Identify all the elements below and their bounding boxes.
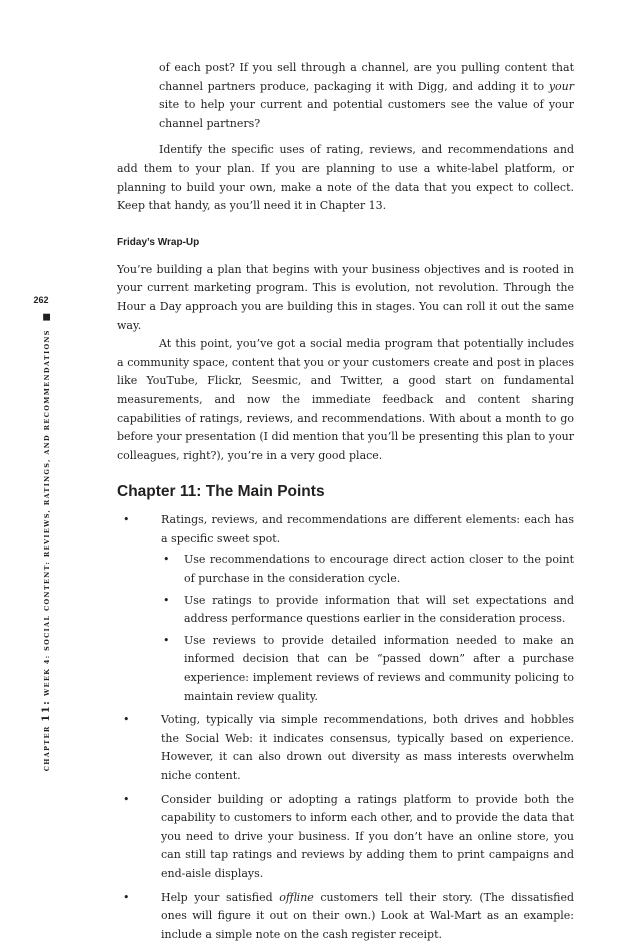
side-rail	[26, 295, 56, 772]
main-point-item	[117, 889, 574, 945]
main-point-text: Ratings, reviews, and recommendations are different elements: each has a specific sweet spot.	[161, 513, 574, 545]
bullet-icon: •	[163, 633, 170, 647]
bullet-icon: •	[123, 713, 130, 727]
main-point-text-b: customers tell their story. (The dissatisfied ones will figure it out on their own.) Look at Wal-Mart as an example: include a simple note on the cash register receipt.	[161, 890, 574, 941]
main-point-text: Consider building or adopting a ratings platform to provide both the capability to customers to inform each other, and to provide the data that you need to drive your business. If you don’t have an online store, you can still tap ratings and reviews by adding them to print campaigns and end-aisle displays.	[161, 792, 574, 880]
main-points-heading: Chapter 11: The Main Points	[117, 483, 325, 501]
sub-points-list	[161, 551, 574, 706]
continued-paragraph	[117, 59, 574, 133]
running-head	[41, 313, 52, 771]
emphasis-your: your	[548, 79, 574, 93]
bullet-icon: •	[163, 553, 170, 567]
running-head-chapter-label: CHAPTER	[43, 725, 51, 772]
continued-paragraph-text-a: of each post? If you sell through a channel, are you pulling content that channel partners produce, packaging it with Digg, and adding it to	[159, 61, 574, 93]
main-point-item	[117, 711, 574, 785]
sub-point-text: Use ratings to provide information that will set expectations and address performance questions earlier in the consideration process.	[184, 593, 574, 626]
main-point-item	[117, 791, 574, 884]
sub-point-text: Use reviews to provide detailed information needed to make an informed decision that can be “passed down” after a purchase experience: implement reviews of reviews and community policing to maintain review quality.	[184, 633, 574, 703]
bullet-icon: •	[123, 792, 130, 806]
running-head-marker: ■	[42, 313, 52, 322]
page-number: 262	[33, 295, 49, 305]
page-content	[117, 59, 574, 949]
sub-point-item	[161, 632, 574, 706]
bullet-icon: •	[163, 593, 170, 607]
wrapup-heading: Friday’s Wrap-Up	[117, 236, 200, 248]
bullet-icon: •	[123, 890, 130, 904]
paragraph-at-this-point: At this point, you’ve got a social media program that potentially includes a community space, content that you or your customers create and post in places like YouTube, Flickr, Seesmic, and Twitter, a good start on fundamental measurements, and now the immediate feedback and content sharing capabilities of ratings, reviews, and recommendations. With about a month to go before your presentation (I did mention that you’ll be presenting this plan to your colleagues, right?), you’re in a very good place.	[117, 337, 574, 462]
paragraph-building-plan: You’re building a plan that begins with your business objectives and is rooted in your current marketing program. This is evolution, not revolution. Through the Hour a Day approach you are building this in stages. You can roll it out the same way.	[117, 262, 574, 332]
sub-point-text: Use recommendations to encourage direct action closer to the point of purchase in the consideration cycle.	[184, 553, 574, 586]
main-point-text: Voting, typically via simple recommendations, both drives and hobbles the Social Web: it indicates consensus, typically based on experience. However, it can also drown out diversity as mass interests overwhelm niche content.	[161, 713, 574, 782]
main-points-list	[117, 511, 574, 944]
running-head-title: WEEK 4: SOCIAL CONTENT: REVIEWS, RATINGS, AND RECOMMENDATIONS	[43, 329, 51, 697]
emphasis-offline: offline	[279, 890, 314, 904]
main-point-item	[117, 511, 574, 706]
continued-paragraph-text-b: site to help your current and potential customers see the value of your channel partners?	[159, 98, 574, 130]
main-point-text-a: Help your satisfied	[161, 890, 280, 904]
running-head-chapter-number: 11:	[41, 699, 52, 722]
paragraph-identify-uses: Identify the specific uses of rating, reviews, and recommendations and add them to your plan. If you are planning to use a white-label platform, or planning to build your own, make a note of the data that you expect to collect. Keep that handy, as you’ll need it in Chapter 13.	[117, 143, 574, 213]
sub-point-item	[161, 592, 574, 629]
sub-point-item	[161, 551, 574, 588]
bullet-icon: •	[123, 513, 130, 527]
